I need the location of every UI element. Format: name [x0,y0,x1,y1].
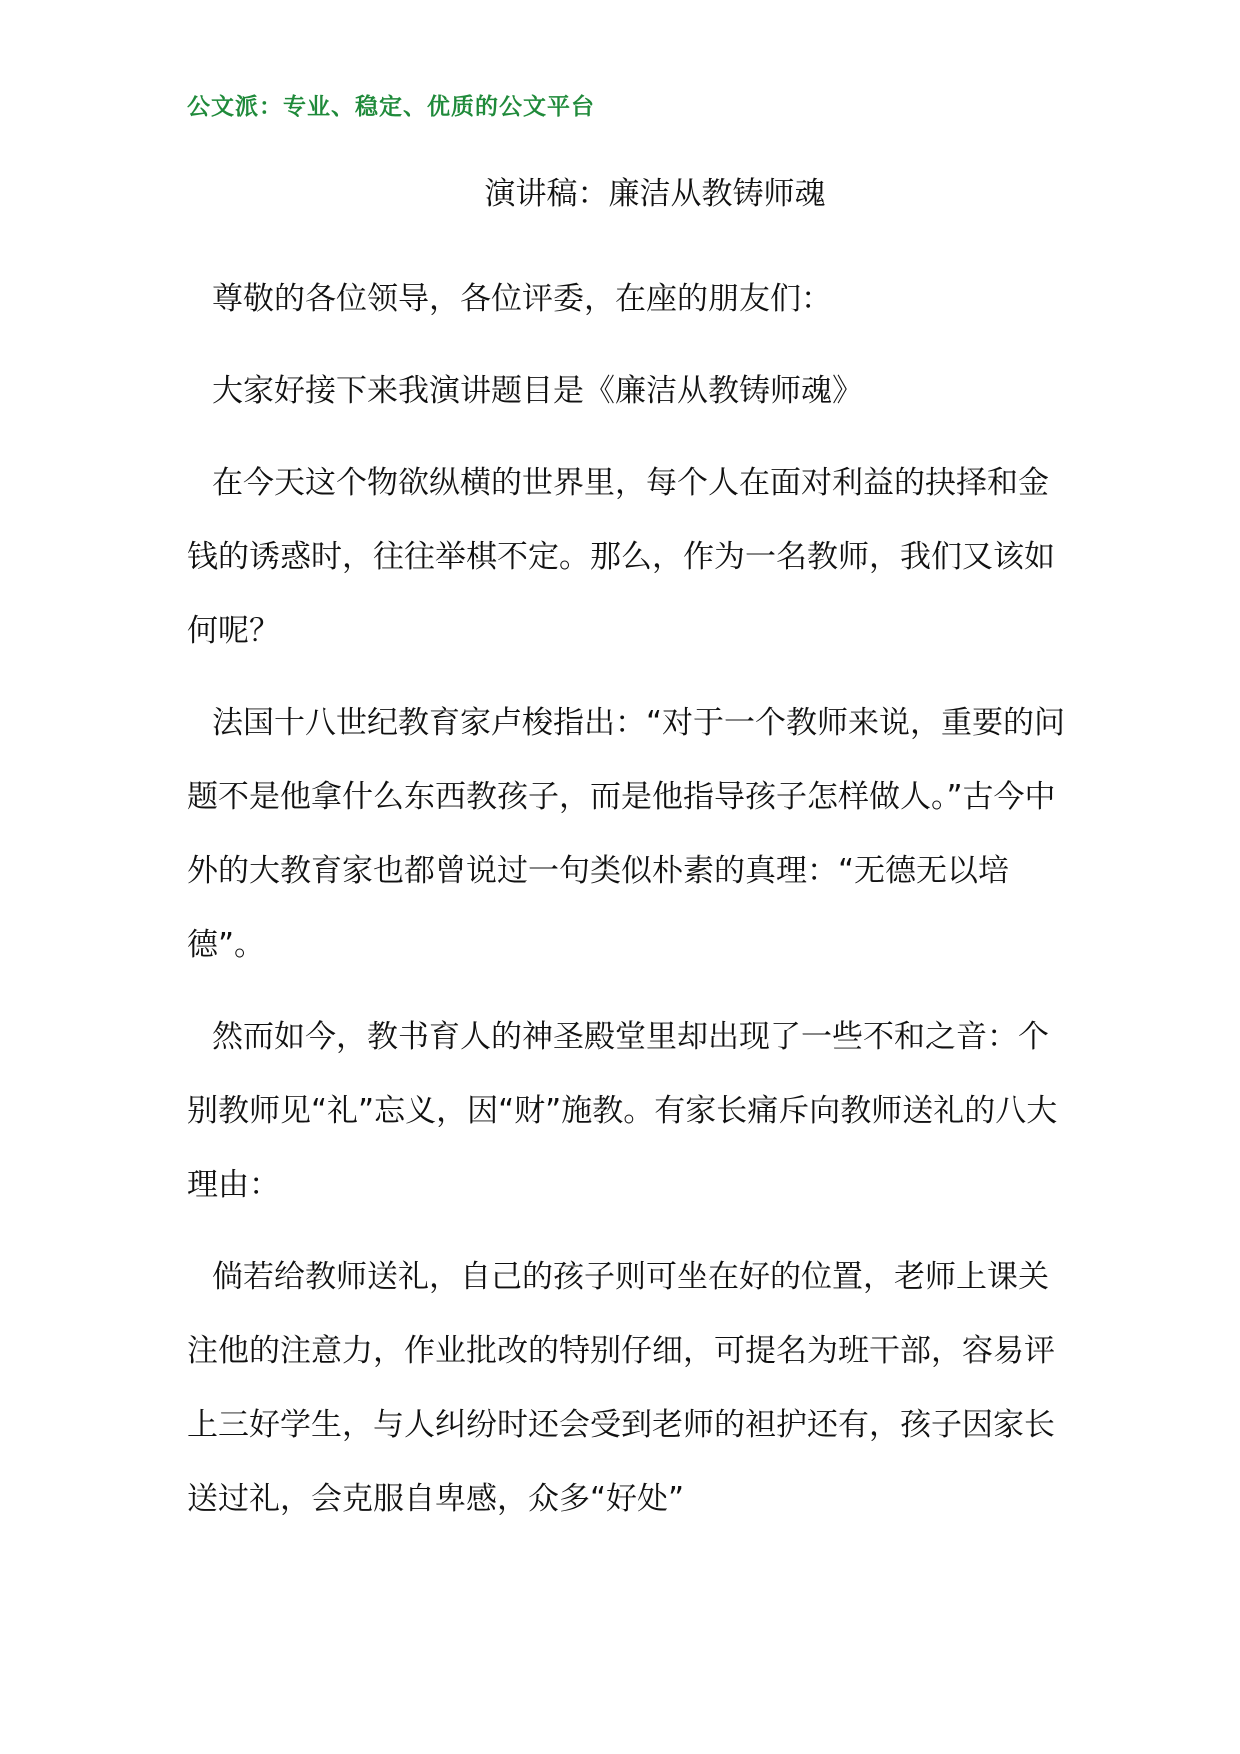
paragraph: 在今天这个物欲纵横的世界里，每个人在面对利益的抉择和金钱的诱惑时，往往举棋不定。那么，作为一名教师，我们又该如何呢？ [187,465,1055,649]
document-title: 演讲稿：廉洁从教铸师魂 [484,176,826,212]
paragraph-greeting: 尊敬的各位领导，各位评委，在座的朋友们： [212,281,832,317]
paragraph: 法国十八世纪教育家卢梭指出：“对于一个教师来说，重要的问题不是他拿什么东西教孩子，而是他指导孩子怎样做人。”古今中外的大教育家也都曾说过一句类似朴素的真理：“无德无以培德”。 [187,705,1066,963]
paragraph-intro: 大家好接下来我演讲题目是《廉洁从教铸师魂》 [212,373,863,409]
document-body [187,262,1067,1554]
paragraph: 倘若给教师送礼，自己的孩子则可坐在好的位置，老师上课关注他的注意力，作业批改的特别仔细，可提名为班干部，容易评上三好学生，与人纠纷时还会受到老师的袒护还有，孩子因家长送过礼，会克服自卑感，众多“好处” [187,1259,1055,1517]
paragraph: 然而如今，教书育人的神圣殿堂里却出现了一些不和之音：个别教师见“礼”忘义，因“财”施教。有家长痛斥向教师送礼的八大理由： [187,1019,1058,1203]
site-banner: 公文派：专业、稳定、优质的公文平台 [187,94,595,120]
